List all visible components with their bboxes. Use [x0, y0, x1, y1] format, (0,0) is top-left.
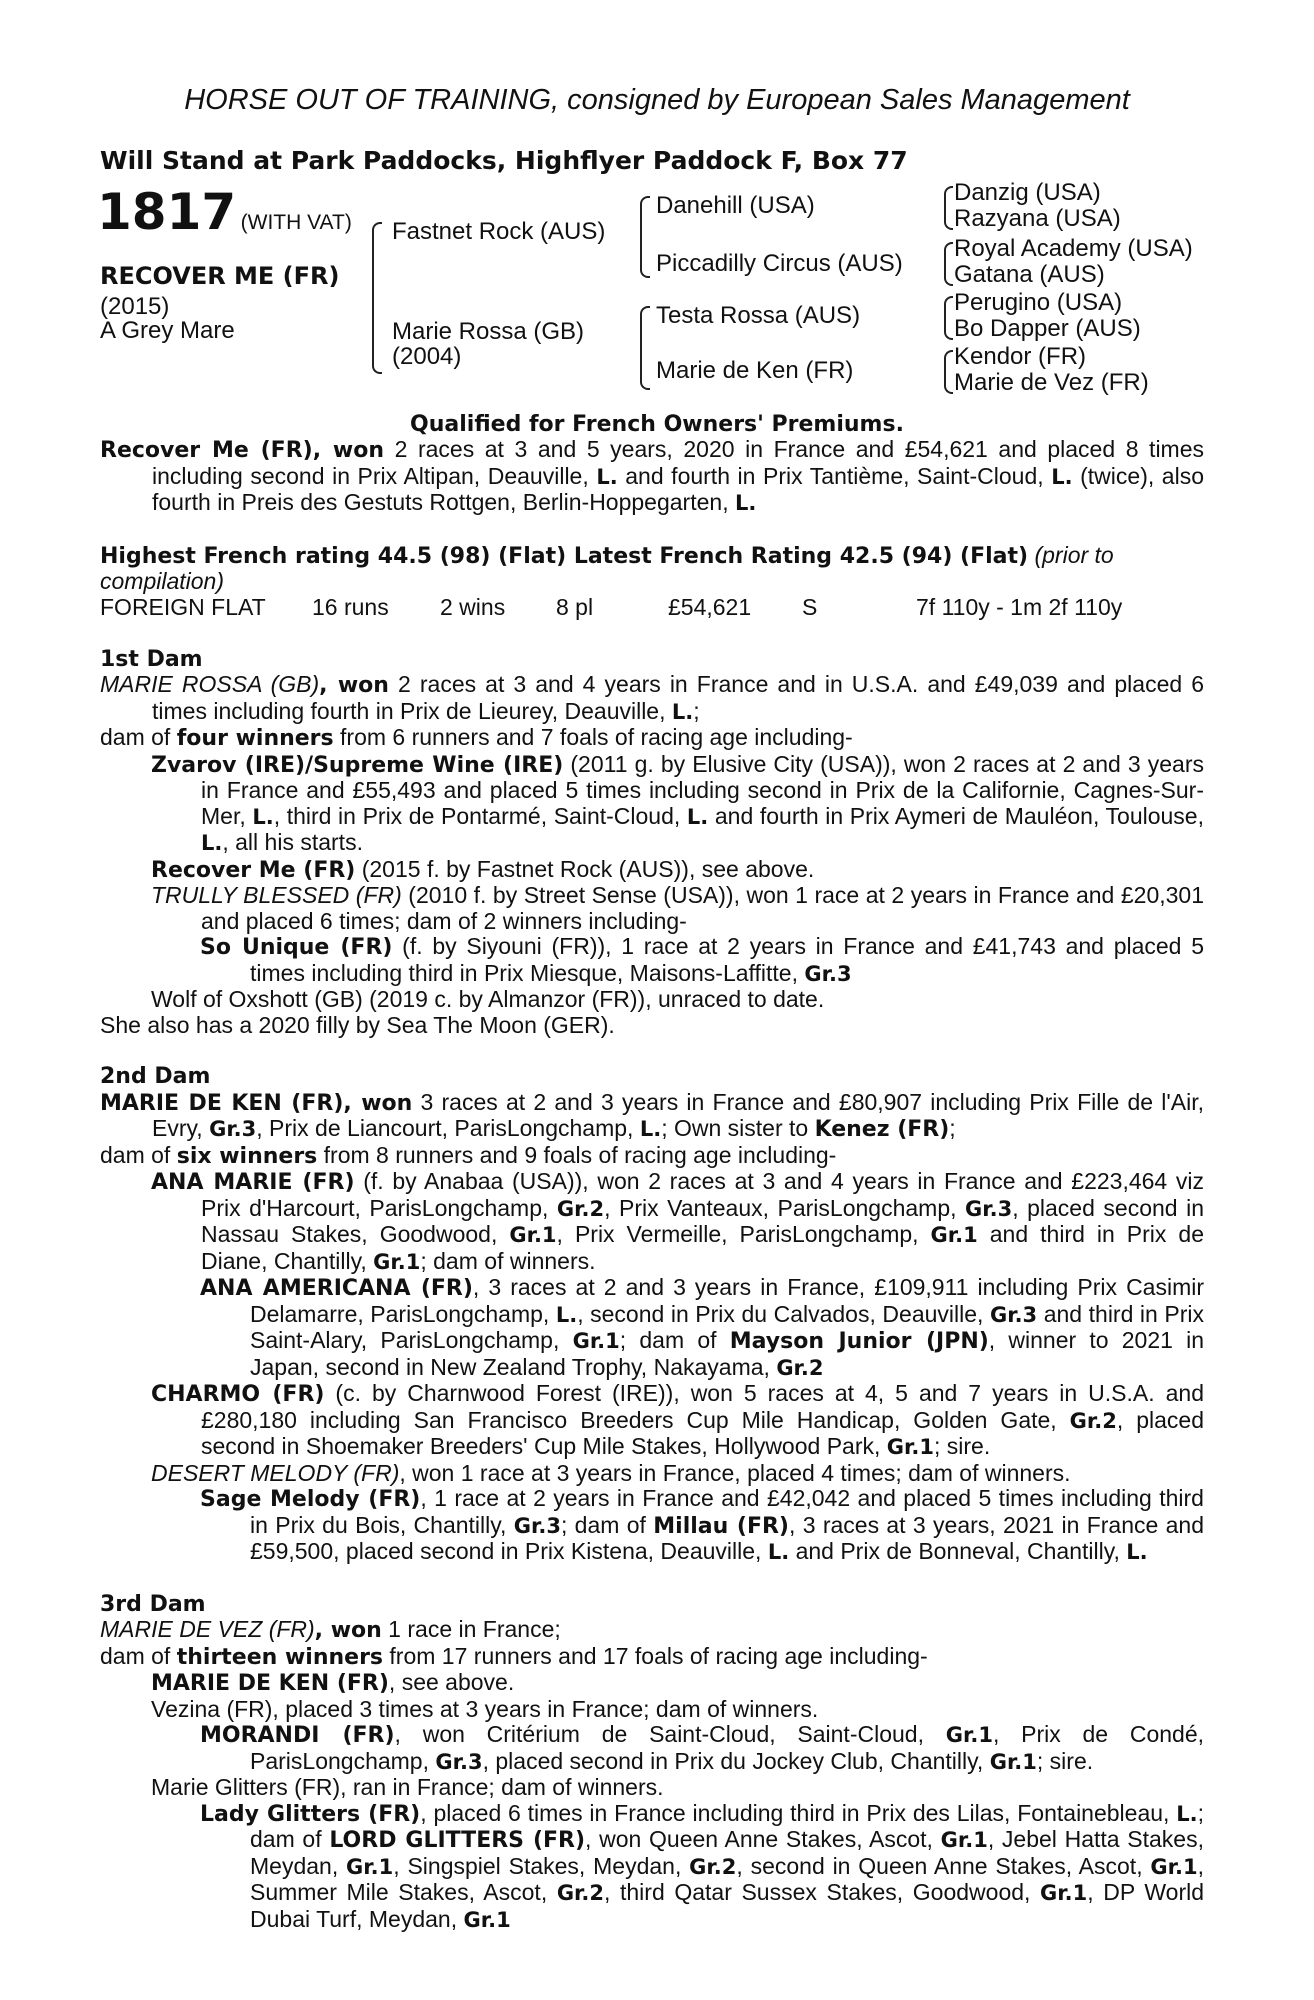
lot-number: 1817	[97, 183, 237, 241]
pedigree-sire: Fastnet Rock (AUS)	[392, 218, 606, 245]
horse-description: A Grey Mare	[100, 317, 235, 344]
pedigree-g3-6: Bo Dapper (AUS)	[954, 315, 1141, 342]
third-dam-heading: 3rd Dam	[100, 1591, 206, 1617]
third-dam-text: MARIE DE VEZ (FR), won 1 race in France;	[100, 1616, 561, 1643]
first-dam-heading: 1st Dam	[100, 646, 203, 672]
brace-sire-parents	[640, 196, 650, 278]
produce-zvarov: Zvarov (IRE)/Supreme Wine (IRE) (2011 g. by Elusive City (USA)), won 2 races at 2 and 3 years in France and £55,493 and placed 5 times including second in Prix de la Californie, Cagnes-Sur-Mer, L., third in Prix de Pontarmé, Saint-Cloud, L. and fourth in Prix Aymeri de Mauléon, Toulouse, L., all his starts.	[151, 750, 1204, 855]
pedigree-g3-7: Kendor (FR)	[954, 343, 1087, 370]
pedigree-g3-5: Perugino (USA)	[954, 289, 1123, 316]
produce-trully-blessed: TRULLY BLESSED (FR) (2010 f. by Street Sense (USA)), won 1 race at 2 years in France and £20,301 and placed 6 times; dam of 2 winners including-	[151, 882, 1205, 934]
pedigree-dam-year: (2004)	[392, 343, 462, 370]
brace-dam-parents	[640, 306, 650, 390]
pedigree-sire-dam: Piccadilly Circus (AUS)	[656, 250, 903, 277]
produce-charmo: CHARMO (FR) (c. by Charnwood Forest (IRE)), won 5 races at 4, 5 and 7 years in U.S.A. and £280,180 including San Francisco Breeders Cup Mile Handicap, Golden Gate, Gr.2, placed second in Shoemaker Breeders' Cup Mile Stakes, Hollywood Park, Gr.1; sire.	[151, 1380, 1204, 1459]
produce-recover-me: Recover Me (FR) (2015 f. by Fastnet Rock (AUS)), see above.	[151, 855, 815, 883]
catalogue-body	[100, 437, 1204, 1933]
brace-g3-1	[944, 186, 953, 230]
pedigree-g3-4: Gatana (AUS)	[954, 261, 1105, 288]
produce-morandi: MORANDI (FR), won Critérium de Saint-Cloud, Saint-Cloud, Gr.1, Prix de Condé, ParisLongchamp, Gr.3, placed second in Prix du Jockey Club, Chantilly, Gr.1; sire.	[200, 1721, 1205, 1774]
produce-vezina: Vezina (FR), placed 3 times at 3 years in France; dam of winners.	[151, 1695, 819, 1722]
rating-line: Highest French rating 44.5 (98) (Flat) Latest French Rating 42.5 (94) (Flat) (prior to compilation)	[100, 541, 1114, 594]
vat-note: (WITH VAT)	[240, 211, 352, 234]
produce-marie-de-ken: MARIE DE KEN (FR), see above.	[151, 1669, 515, 1696]
brace-g3-2	[944, 242, 953, 286]
pedigree-g3-2: Razyana (USA)	[954, 205, 1121, 232]
second-dam-produce: dam of six winners from 8 runners and 9 foals of racing age including-	[100, 1141, 837, 1169]
horse-year: (2015)	[100, 293, 170, 320]
pedigree-dam-dam: Marie de Ken (FR)	[656, 357, 854, 384]
filly-note: She also has a 2020 filly by Sea The Moon (GER).	[100, 1011, 615, 1038]
produce-desert-melody: DESERT MELODY (FR), won 1 race at 3 years in France, placed 4 times; dam of winners.	[151, 1459, 1071, 1486]
foreign-flat-row: FOREIGN FLAT 16 runs 2 wins 8 pl £54,621 S 7f 110y - 1m 2f 110y	[100, 593, 1123, 620]
produce-wolf-of-oxshott: Wolf of Oxshott (GB) (2019 c. by Almanzor (FR)), unraced to date.	[151, 986, 825, 1012]
brace-gen1	[372, 222, 382, 374]
first-dam-produce: dam of four winners from 6 runners and 7 foals of racing age including-	[100, 724, 853, 751]
pedigree-sire-sire: Danehill (USA)	[656, 192, 815, 219]
brace-g3-3	[944, 296, 953, 340]
brace-g3-4	[944, 350, 953, 394]
produce-lady-glitters: Lady Glitters (FR), placed 6 times in France including third in Prix des Lilas, Fontainebleau, L.; dam of LORD GLITTERS (FR), won Queen Anne Stakes, Ascot, Gr.1, Jebel Hatta Stakes, Meydan, Gr.1, Singspiel Stakes, Meydan, Gr.2, second in Queen Anne Stakes, Ascot, Gr.1, Summer Mile Stakes, Ascot, Gr.2, third Qatar Sussex Stakes, Goodwood, Gr.1, DP World Dubai Turf, Meydan, Gr.1	[200, 1799, 1204, 1932]
pedigree-g3-8: Marie de Vez (FR)	[954, 369, 1149, 396]
produce-ana-marie: ANA MARIE (FR) (f. by Anabaa (USA)), won 2 races at 3 and 4 years in France and £223,464 viz Prix d'Harcourt, ParisLongchamp, Gr.2, Prix Vanteaux, ParisLongchamp, Gr.3, placed second in Nassau Stakes, Goodwood, Gr.1, Prix Vermeille, ParisLongchamp, Gr.1 and third in Prix de Diane, Chantilly, Gr.1; dam of winners.	[151, 1168, 1204, 1274]
page-title: HORSE OUT OF TRAINING, consigned by European Sales Management	[184, 84, 1130, 116]
horse-summary: Recover Me (FR), won 2 races at 3 and 5 years, 2020 in France and £54,621 and placed 8 times including second in Prix Altipan, Deauville, L. and fourth in Prix Tantième, Saint-Cloud, L. (twice), also fourth in Preis des Gestuts Rottgen, Berlin-Hoppegarten, L.	[100, 436, 1205, 515]
pedigree-g3-1: Danzig (USA)	[954, 179, 1101, 206]
second-dam-heading: 2nd Dam	[100, 1064, 211, 1089]
produce-marie-glitters: Marie Glitters (FR), ran in France; dam of winners.	[151, 1774, 664, 1800]
lot-number-block	[97, 183, 352, 241]
second-dam-text: MARIE DE KEN (FR), won 3 races at 2 and 3 years in France and £80,907 including Prix Fille de l'Air, Evry, Gr.3, Prix de Liancourt, ParisLongchamp, L.; Own sister to Kenez (FR);	[100, 1088, 1204, 1142]
produce-so-unique: So Unique (FR) (f. by Siyouni (FR)), 1 race at 2 years in France and £41,743 and placed 5 times including third in Prix Miesque, Maisons-Laffitte, Gr.3	[200, 933, 1204, 986]
produce-sage-melody: Sage Melody (FR), 1 race at 2 years in France and £42,042 and placed 5 times including third in Prix du Bois, Chantilly, Gr.3; dam of Millau (FR), 3 races at 3 years, 2021 in France and £59,500, placed second in Prix Kistena, Deauville, L. and Prix de Bonneval, Chantilly, L.	[200, 1485, 1204, 1564]
pedigree-g3-3: Royal Academy (USA)	[954, 235, 1193, 262]
third-dam-produce: dam of thirteen winners from 17 runners and 17 foals of racing age including-	[100, 1642, 928, 1670]
stand-location: Will Stand at Park Paddocks, Highflyer Paddock F, Box 77	[100, 146, 908, 175]
qualified-note: Qualified for French Owners' Premiums.	[410, 412, 904, 437]
pedigree-dam: Marie Rossa (GB)	[392, 318, 585, 345]
pedigree-dam-sire: Testa Rossa (AUS)	[656, 302, 861, 329]
first-dam-text: MARIE ROSSA (GB), won 2 races at 3 and 4 years in France and in U.S.A. and £49,039 and placed 6 times including fourth in Prix de Lieurey, Deauville, L.;	[100, 671, 1204, 724]
horse-name: RECOVER ME (FR)	[100, 262, 340, 290]
produce-ana-americana: ANA AMERICANA (FR), 3 races at 2 and 3 years in France, £109,911 including Prix Casimir Delamarre, ParisLongchamp, L., second in Prix du Calvados, Deauville, Gr.3 and third in Prix Saint-Alary, ParisLongchamp, Gr.1; dam of Mayson Junior (JPN), winner to 2021 in Japan, second in New Zealand Trophy, Nakayama, Gr.2	[200, 1274, 1205, 1380]
